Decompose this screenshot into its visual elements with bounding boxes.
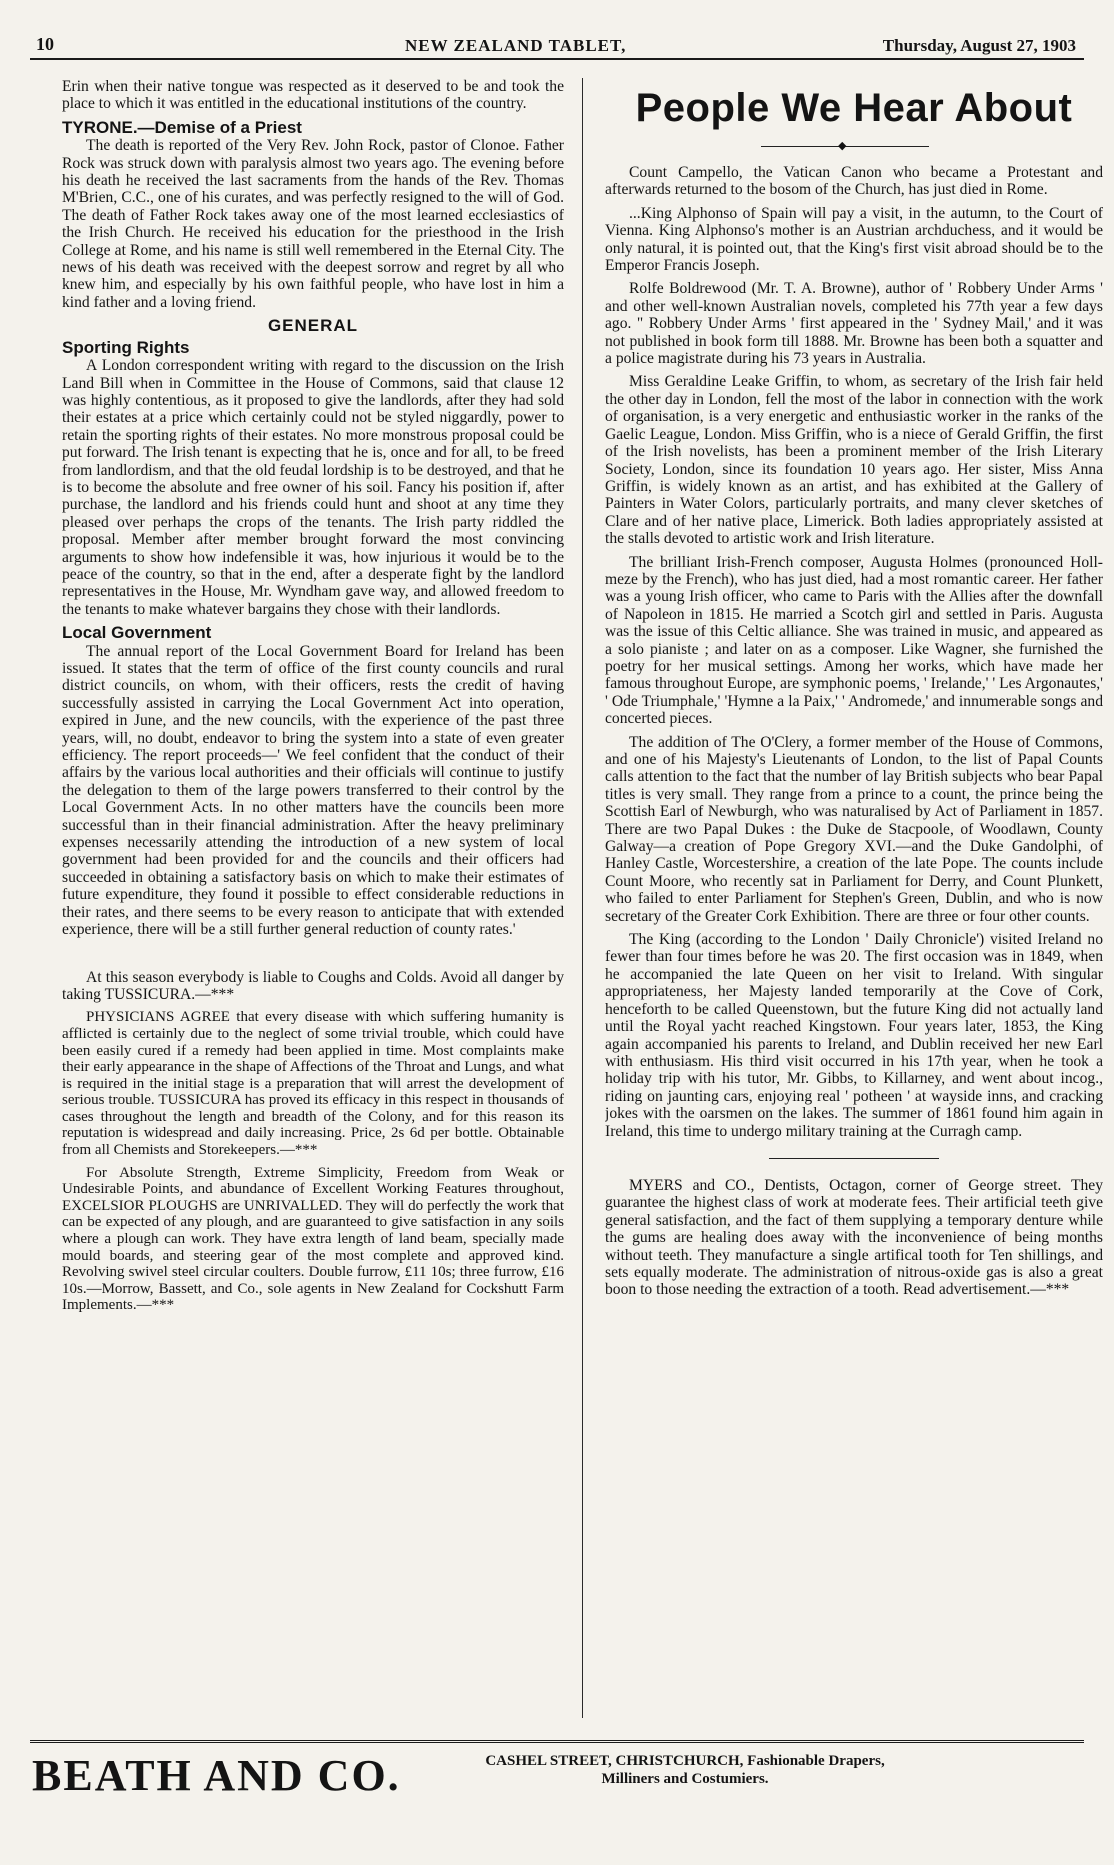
- alphonso-paragraph: ...King Alphonso of Spain will pay a visit, in the autumn, to the Court of Vienna. King Alphonso's mother is an Austrian archduchess, and it would be only natural, it is pointed out, that the King's first visit abroad should be to the Emperor Francis Joseph.: [605, 204, 1103, 275]
- intro-paragraph: Erin when their native tongue was respected as it deserved to be and took the place to which it was entitled in the educational institutions of the country.: [62, 78, 564, 113]
- diamond-icon: ◆: [838, 140, 847, 152]
- sporting-rights-paragraph: A London correspondent writing with regard to the discussion on the Irish Land Bill when in Committee in the House of Commons, said that clause 12 was highly contentious, as it proposed to give the landlords, after they had sold their estates at a price which certainly could not be styled niggardly, power to retain the sporting rights of their estates. No more monstrous proposal could be put forward. The Irish tenant is expecting that he is, once and for all, to be freed from landlordism, and that the old feudal lordship is to be destroyed, and that he is to become the absolute and free owner of his soil. Fancy his position if, after purchase, the landlord and his friends could hunt and shoot at any time they pleased over perhaps the crops of the tenants. The Irish party riddled the proposal. Member after member brought forward the most convincing arguments to show how indefensible it was, how injurious it would be to the peace of the country, so that in the end, after a desperate fight by the landlord representatives in the House, Mr. Wyndham gave way, and allowed freedom to the tenants to make whatever bargains they chose with their landlords.: [62, 357, 564, 618]
- left-column: [62, 78, 564, 1723]
- publication-title: NEW ZEALAND TABLET,: [405, 36, 627, 55]
- griffin-paragraph: Miss Geraldine Leake Griffin, to whom, as secretary of the Irish fair held the other day in London, fell the most of the labor in connection with the work of organisation, is a very energetic and enthusiastic worker in the ranks of the Gaelic League, London. Miss Griffin, who is a niece of Gerald Griffin, the first of the Irish novelists, has been a prominent member of the Irish Literary Society, London, since its foundation 10 years ago. Her sister, Miss Anna Griffin, is widely known as an artist, and has exhibited at the Gallery of Painters in Water Colors, particularly portraits, and many clever sketches of Clare and of her native place, Limerick. Both ladies appropriately assisted at the stalls devoted to artistic work and Irish literature.: [605, 373, 1103, 548]
- beath-address: [465, 1752, 905, 1788]
- column-divider: [582, 78, 583, 1718]
- spacer: [62, 945, 564, 969]
- campello-paragraph: Count Campello, the Vatican Canon who became a Protestant and afterwards returned to the bosom of the Church, has just died in Rome.: [605, 164, 1103, 199]
- boldrewood-paragraph: Rolfe Boldrewood (Mr. T. A. Browne), author of ' Robbery Under Arms ' and other well-known Australian novels, completed his 77th year a few days ago. " Robbery Under Arms ' first appeared in the ' Sydney Mail,' and it was not published in book form till 1888. Mr. Browne has been both a squatter and a police magistrate during his 73 years in Australia.: [605, 280, 1103, 368]
- address-line-1: CASHEL STREET, CHRISTCHURCH, Fashionable Drapers,: [485, 1753, 885, 1769]
- local-government-paragraph: The annual report of the Local Government Board for Ireland has been issued. It states that the term of office of the first county councils and rural district councils, on whom, with their officers, rests the credit of having successfully assisted in carrying the Local Government Act into operation, expired in June, and the new councils, with the experience of the past three years, will, no doubt, endeavor to bring the system into a state of even greater efficiency. The report proceeds—' We feel confident that the conduct of their affairs by the various local authorities and their officials will continue to justify the delegation to them of the large powers transferred to their control by the Local Government Acts. In no other matters have the councils been more successful than in their financial administration. After the heavy preliminary expenses necessarily attending the introduction of a new system of local government had been provided for and the councils and their officers had succeeded in obtaining a satisfactory basis on which to make their estimates of future expenditure, they found it possible to effect considerable reductions in their rates, and there seems to be every reason to anticipate that with extended experience, there will be a still further general reduction of county rates.': [62, 642, 564, 939]
- tussicura-ad: At this season everybody is liable to Coughs and Colds. Avoid all danger by taking TUSSICURA.—***: [62, 968, 564, 1003]
- right-column: [605, 78, 1103, 1723]
- king-paragraph: The King (according to the London ' Daily Chronicle') visited Ireland no fewer than four times before he was 20. The first occasion was in 1849, when he accompanied the late Queen on her visit to Ireland. With singular appropriateness, her Majesty landed temporarily at the Cove of Cork, henceforth to be called Queenstown, but the future King did not actually land until the Royal yacht reached Kingstown. Four years later, 1853, the King again accompanied his parents to Ireland, and Dublin received her new Earl with enthusiasm. His third visit occurred in his 17th year, when he took a holiday trip with his tutor, Mr. Gibbs, to Killarney, and went about incog., riding on jaunting cars, enjoying real ' potheen ' at wayside inns, and cracking jokes with the oarsmen on the lakes. The summer of 1861 found him again in Ireland, this time to undergo military training at the Curragh camp.: [605, 931, 1103, 1140]
- ornament-rule: [605, 140, 1103, 152]
- tyrone-heading: TYRONE.—Demise of a Priest: [62, 117, 302, 137]
- physicians-ad: PHYSICIANS AGREE that every disease with which suffering humanity is afflicted is certainly due to the neglect of some trivial trouble, which could have been easily cured if a remedy had been applied in time. Most complaints make their early appearance in the shape of Affections of the Throat and Lungs, and what is required in the initial stage is a preparation that will arrest the development of serious trouble. TUSSICURA has proved its efficacy in this respect in thousands of cases throughout the length and breadth of the Colony, and for this reason its reputation is widespread and daily increasing. Price, 2s 6d per bottle. Obtainable from all Chemists and Storekeepers.—***: [62, 1009, 564, 1159]
- myers-dentists-ad: MYERS and CO., Dentists, Octagon, corner of George street. They guarantee the highest class of work at moderate fees. Their artificial teeth give general satisfaction, and the fact of them supplying a temporary denture while the gums are healing does away with the inconvenience of being months without teeth. They manufacture a single artifical tooth for Ten shillings, and sets equally moderate. The administration of nitrous-oxide gas is also a great boon to those needing the extraction of a tooth. Read advertisement.—***: [605, 1176, 1103, 1299]
- address-line-2: Milliners and Costumiers.: [601, 1771, 769, 1787]
- footer-rule: [30, 1740, 1084, 1743]
- issue-date: Thursday, August 27, 1903: [882, 36, 1076, 55]
- page-number: 10: [36, 34, 54, 54]
- holmes-paragraph: The brilliant Irish-French composer, Augusta Holmes (pronounced Holl-meze by the French), who has just died, had a most romantic career. Her father was a young Irish officer, who came to Paris with the Allies after the downfall of Napoleon in 1815. He married a Scotch girl and settled in Paris. Augusta was the issue of this Celtic alliance. She was trained in music, and appeared as a solo pianiste ; and later on as a composer. Like Wagner, she furnished the poetry for her musical settings. Among her works, which have made her famous throughout Europe, are symphonic poems, ' Irelande,' ' Les Argonautes,' ' Ode Triumphale,' 'Hymne a la Paix,' ' Andromede,' and innumerable songs and concerted pieces.: [605, 553, 1103, 728]
- newspaper-page: [30, 28, 1103, 1838]
- local-government-heading: Local Government: [62, 623, 212, 643]
- tyrone-paragraph: The death is reported of the Very Rev. John Rock, pastor of Clonoe. Father Rock was struck down with paralysis almost two years ago. The evening before his death he received the last sacraments from the hands of the Rev. Thomas M'Brien, C.C., one of his curates, and was perfectly resigned to the will of God. The death of Father Rock takes away one of the most learned ecclesiastics of the Irish Church. He received his education for the priesthood in the Irish College at Rome, and his name is still well remembered in the Eternal City. The news of his death was received with the deepest sorrow and regret by all who knew him, and especially by his own faithful people, who have lost in him a kind father and a loving friend.: [62, 137, 564, 311]
- sporting-rights-heading: Sporting Rights: [62, 337, 190, 357]
- beath-brand: BEATH AND CO.: [32, 1751, 401, 1800]
- section-rule: [769, 1158, 939, 1159]
- oclery-paragraph: The addition of The O'Clery, a former member of the House of Commons, and one of his Majesty's Lieutenants of London, to the list of Papal Counts calls attention to the fact that the number of lay British subjects who bear Papal titles is very small. They range from a prince to a count, the prince being the Scottish Earl of Newburgh, who was naturalised by Act of Parliament in 1857. There are two Papal Dukes : the Duke de Stacpoole, of Woodlawn, County Galway—a creation of Pope Gregory XVI.—and the Duke Gandolphi, of Hanley Castle, Worcestershire, a creation of the late Pope. The counts include Count Moore, who recently sat in Parliament for Derry, and Count Plunkett, who failed to enter Parliament for Stephen's Green, Dublin, and who is now secretary of the Greater Cork Exhibition. There are three or four other counts.: [605, 733, 1103, 925]
- ploughs-ad: For Absolute Strength, Extreme Simplicity, Freedom from Weak or Undesirable Points, and abundance of Excellent Working Features throughout, EXCELSIOR PLOUGHS are UNRIVALLED. They will do perfectly the work that can be expected of any plough, and are guaranteed to give satisfaction in any soils where a plough can work. They have extra length of land beam, specially made mould boards, and steering gear of the most complete and approved kind. Revolving swivel steel circular coulters. Double furrow, £11 10s; three furrow, £16 10s.—Morrow, Bassett, and Co., sole agents in New Zealand for Cockshutt Farm Implements.—***: [62, 1164, 564, 1314]
- general-heading: GENERAL: [267, 316, 359, 336]
- page-header: [30, 28, 1084, 58]
- header-rule: [30, 58, 1084, 60]
- people-we-hear-about-heading: People We Hear About: [635, 86, 1073, 130]
